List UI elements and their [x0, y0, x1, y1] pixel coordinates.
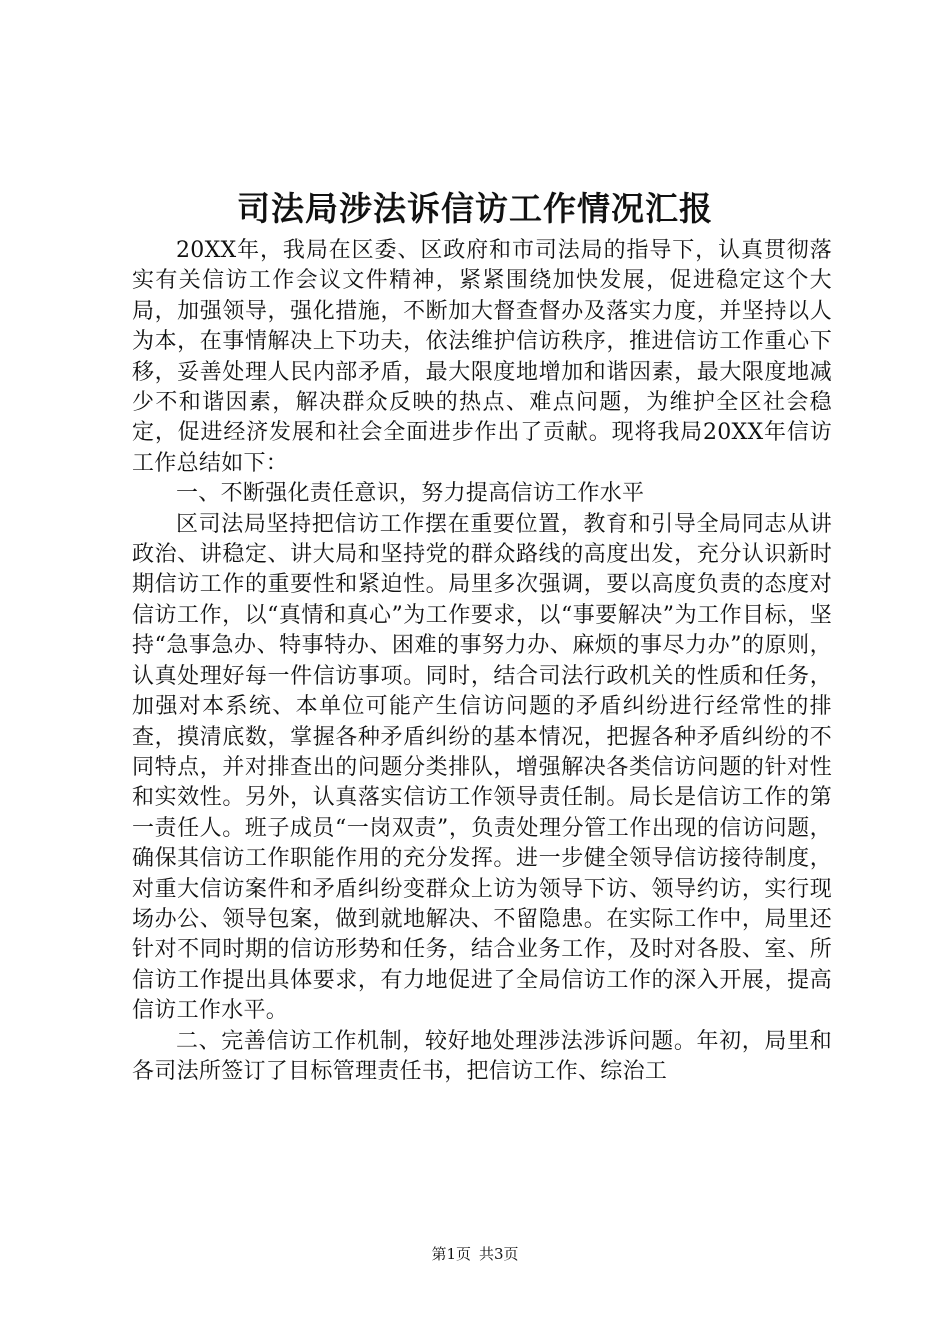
document-body: [132, 236, 832, 1087]
document-title: 司法局涉法诉信访工作情况汇报: [237, 189, 713, 228]
section-heading-1: 一、不断强化责任意识，努力提高信访工作水平: [176, 481, 645, 507]
page-total: 共3页: [479, 1245, 519, 1263]
page-number: 第1页: [431, 1245, 471, 1263]
paragraph-intro: 20XX年，我局在区委、区政府和市司法局的指导下，认真贯彻落实有关信访工作会议文件精神，紧紧围绕加快发展，促进稳定这个大局，加强领导，强化措施，不断加大督查督办及落实力度，并坚持以人为本，在事情解决上下功夫，依法维护信访秩序，推进信访工作重心下移，妥善处理人民内部矛盾，最大限度地增加和谐因素，最大限度地减少不和谐因素，解决群众反映的热点、难点问题，为维护全区社会稳定，促进经济发展和社会全面进步作出了贡献。现将我局20XX年信访工作总结如下：: [132, 238, 832, 476]
page-footer: [0, 1244, 950, 1264]
paragraph-section-2: 二、完善信访工作机制，较好地处理涉法涉诉问题。年初，局里和各司法所签订了目标管理责任书，把信访工作、综治工: [132, 1028, 832, 1084]
paragraph-section-1: 区司法局坚持把信访工作摆在重要位置，教育和引导全局同志从讲政治、讲稳定、讲大局和坚持党的群众路线的高度出发，充分认识新时期信访工作的重要性和紧迫性。局里多次强调，要以高度负责的态度对信访工作，以“真情和真心”为工作要求，以“事要解决”为工作目标，坚持“急事急办、特事特办、困难的事努力办、麻烦的事尽力办”的原则，认真处理好每一件信访事项。同时，结合司法行政机关的性质和任务，加强对本系统、本单位可能产生信访问题的矛盾纠纷进行经常性的排查，摸清底数，掌握各种矛盾纠纷的基本情况，把握各种矛盾纠纷的不同特点，并对排查出的问题分类排队，增强解决各类信访问题的针对性和实效性。另外，认真落实信访工作领导责任制。局长是信访工作的第一责任人。班子成员“一岗双责”，负责处理分管工作出现的信访问题，确保其信访工作职能作用的充分发挥。进一步健全领导信访接待制度，对重大信访案件和矛盾纠纷变群众上访为领导下访、领导约访，实行现场办公、领导包案，做到就地解决、不留隐患。在实际工作中，局里还针对不同时期的信访形势和任务，结合业务工作，及时对各股、室、所信访工作提出具体要求，有力地促进了全局信访工作的深入开展，提高信访工作水平。: [132, 511, 832, 1024]
